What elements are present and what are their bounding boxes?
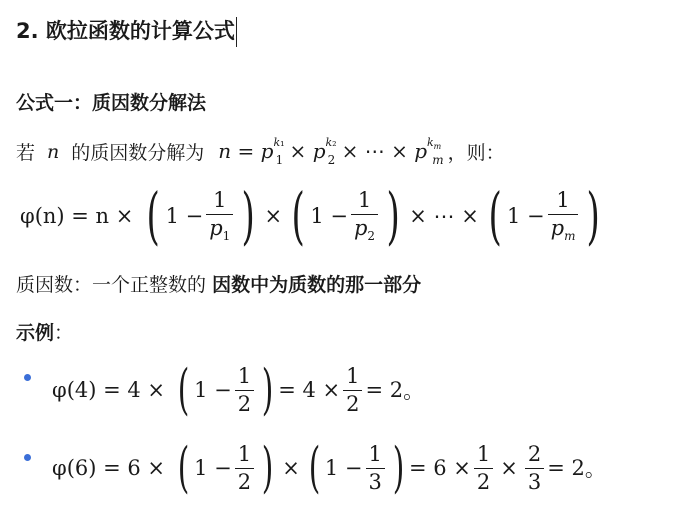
times: ×: [282, 456, 300, 480]
formula-subheading: 公式一：质因数分解法: [16, 92, 207, 114]
fraction-numerator: 1: [357, 187, 372, 212]
fraction-two-thirds: [525, 441, 544, 494]
fraction-denominator-var: p: [353, 215, 368, 240]
definition-prefix: 质因数：一个正整数的: [16, 274, 207, 296]
fraction-numerator: 1: [476, 441, 491, 466]
intro-middle: 的质因数分解为: [71, 142, 205, 164]
section-heading: [16, 14, 237, 48]
fraction-denominator-var: p: [209, 215, 223, 240]
left-paren-b: (: [308, 436, 321, 499]
list-bullet: [24, 374, 31, 381]
example-label-text: 示例: [16, 322, 55, 344]
fraction-one-half-2: [474, 441, 493, 494]
term3-one: 1 −: [507, 204, 545, 228]
example-label: [16, 318, 73, 345]
left-paren-2: (: [291, 179, 305, 252]
fraction-1-over-p2: [351, 187, 378, 244]
example-lhs: φ(6) = 6 ×: [52, 456, 166, 480]
right-paren-1: ): [241, 179, 256, 252]
term2-one: 1 −: [310, 204, 348, 228]
times-2: ×: [500, 456, 518, 480]
right-paren-b: ): [392, 436, 405, 499]
fraction-denominator: 2: [235, 468, 254, 493]
fraction-numerator: 1: [368, 441, 382, 466]
example-result: = 2: [547, 456, 585, 480]
example-mid: = 4 ×: [278, 378, 341, 402]
prime-factor-definition: [16, 270, 421, 297]
fraction-denominator: 3: [366, 468, 385, 493]
example-lhs: φ(4) = 4 ×: [52, 378, 166, 402]
example-result: = 2: [365, 378, 404, 402]
example-period: 。: [584, 457, 606, 481]
times-dots: × ⋯ ×: [409, 204, 479, 228]
var-n: n: [47, 140, 60, 163]
intro-line: [16, 136, 505, 168]
text-cursor: [236, 17, 238, 47]
right-paren: ): [261, 436, 274, 499]
left-paren-1: (: [146, 179, 161, 252]
formula-lhs: φ(n) = n ×: [20, 204, 134, 228]
example-one-minus: 1 −: [194, 456, 232, 480]
example-mid: = 6 ×: [408, 456, 471, 480]
term1-one: 1 −: [165, 204, 204, 228]
left-paren: (: [177, 436, 190, 499]
fraction-denominator-sub: 2: [367, 229, 376, 244]
example-phi-6: [52, 436, 606, 500]
times-1: ×: [264, 204, 283, 228]
euler-formula: [20, 180, 606, 252]
fraction-numerator: 1: [237, 363, 252, 388]
left-paren-3: (: [488, 179, 502, 252]
example-one-minus: 1 −: [194, 378, 232, 402]
fraction-denominator: 2: [474, 468, 493, 493]
fraction-denominator: 2: [235, 390, 254, 415]
list-bullet: [24, 454, 31, 461]
right-paren-3: ): [586, 179, 601, 252]
example-period: 。: [403, 379, 425, 403]
fraction-one-half: [235, 441, 254, 494]
right-paren: ): [261, 358, 274, 421]
factorization-formula: $n = p^{k_1}_1 \times p^{k_2}_2$ × ⋯ × $p^{k_m}_m$: [218, 136, 444, 168]
section-heading-text: 2. 欧拉函数的计算公式: [16, 19, 235, 43]
example-phi-4: [52, 358, 424, 422]
fraction-1-over-p1: [206, 187, 233, 244]
intro-prefix: 若: [16, 142, 36, 164]
example-colon: ：: [54, 322, 74, 344]
definition-bold: 因数中为质数的那一部分: [212, 274, 422, 296]
fraction-one-half: [235, 363, 254, 416]
fraction-one-half-2: [343, 363, 362, 416]
fraction-denominator-sub: m: [564, 229, 576, 244]
intro-suffix: ，则：: [447, 142, 505, 164]
fraction-denominator-sub: 1: [222, 229, 231, 244]
fraction-numerator: 2: [527, 441, 542, 466]
fraction-numerator: 1: [213, 187, 227, 212]
fraction-1-over-pm: [548, 187, 579, 244]
fraction-numerator: 1: [556, 187, 570, 212]
fraction-denominator: 3: [525, 468, 544, 493]
fraction-denominator: 2: [343, 390, 362, 415]
fraction-numerator: 1: [346, 363, 360, 388]
fraction-numerator: 1: [237, 441, 252, 466]
fraction-denominator-var: p: [550, 215, 565, 240]
fraction-one-third: [366, 441, 385, 494]
right-paren-2: ): [386, 179, 400, 252]
left-paren: (: [177, 358, 190, 421]
example-one-minus-b: 1 −: [324, 456, 363, 480]
